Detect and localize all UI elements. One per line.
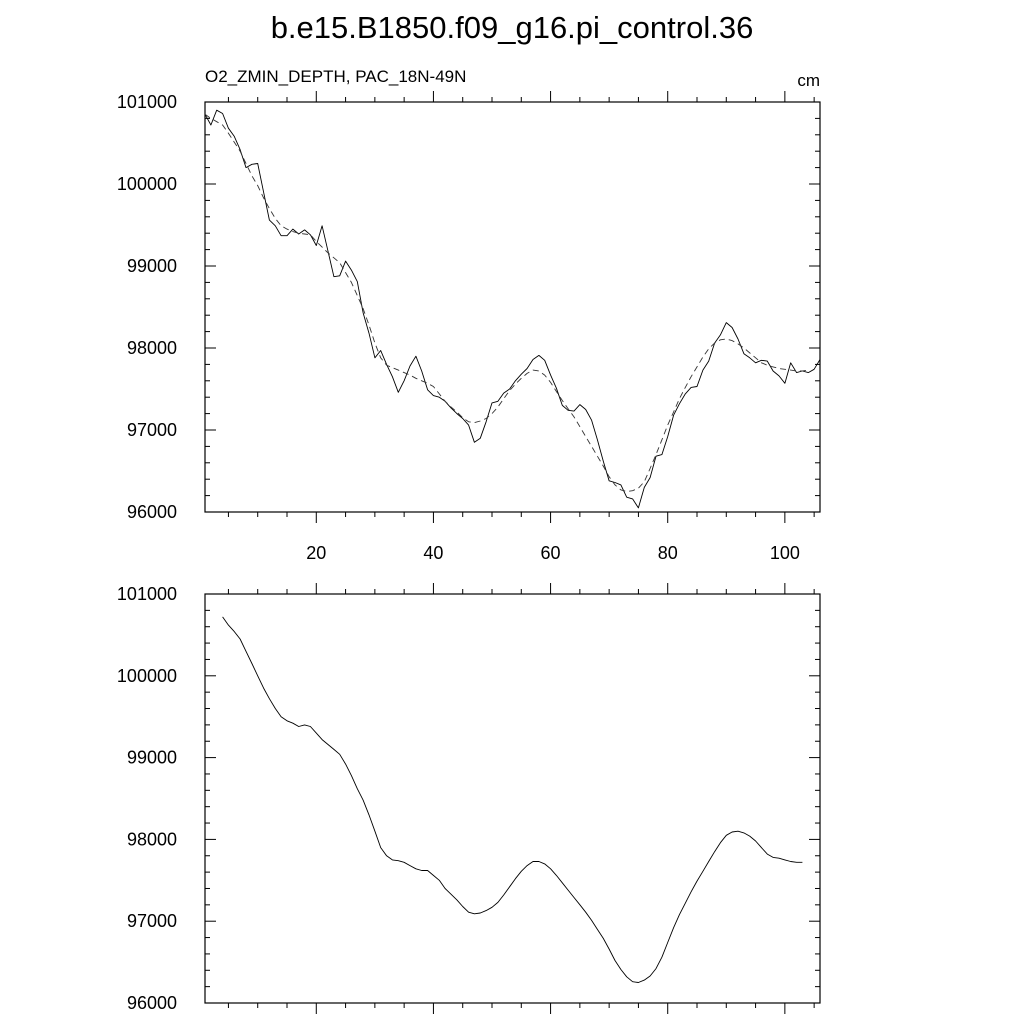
y-tick-label: 98000 — [126, 338, 177, 358]
x-tick-label: 60 — [540, 543, 561, 563]
y-tick-label: 101000 — [116, 584, 177, 604]
x-tick-label: 80 — [657, 543, 678, 563]
plot-frame — [205, 102, 820, 512]
solid-series-line — [205, 110, 820, 508]
dashed-series-line — [205, 114, 808, 491]
right-string: cm — [797, 71, 820, 90]
x-tick-label: 40 — [423, 543, 444, 563]
top-panel — [117, 67, 820, 563]
x-tick-label: 100 — [769, 543, 800, 563]
y-tick-label: 99000 — [126, 747, 177, 768]
x-tick-label: 20 — [306, 543, 327, 563]
y-tick-label: 100000 — [116, 665, 177, 686]
y-tick-label: 97000 — [126, 420, 177, 440]
y-tick-label: 96000 — [126, 502, 177, 522]
plot-frame — [205, 594, 820, 1003]
y-tick-label: 96000 — [126, 993, 177, 1013]
left-string: O2_ZMIN_DEPTH, PAC_18N-49N — [205, 67, 467, 86]
y-tick-label: 97000 — [126, 911, 177, 932]
solid-series-line — [223, 617, 803, 983]
y-tick-label: 101000 — [116, 92, 177, 112]
y-tick-label: 99000 — [126, 256, 177, 276]
y-tick-label: 98000 — [126, 829, 177, 850]
bottom-panel — [117, 583, 820, 1014]
figure-title: b.e15.B1850.f09_g16.pi_control.36 — [270, 10, 754, 45]
y-tick-label: 100000 — [116, 174, 177, 194]
